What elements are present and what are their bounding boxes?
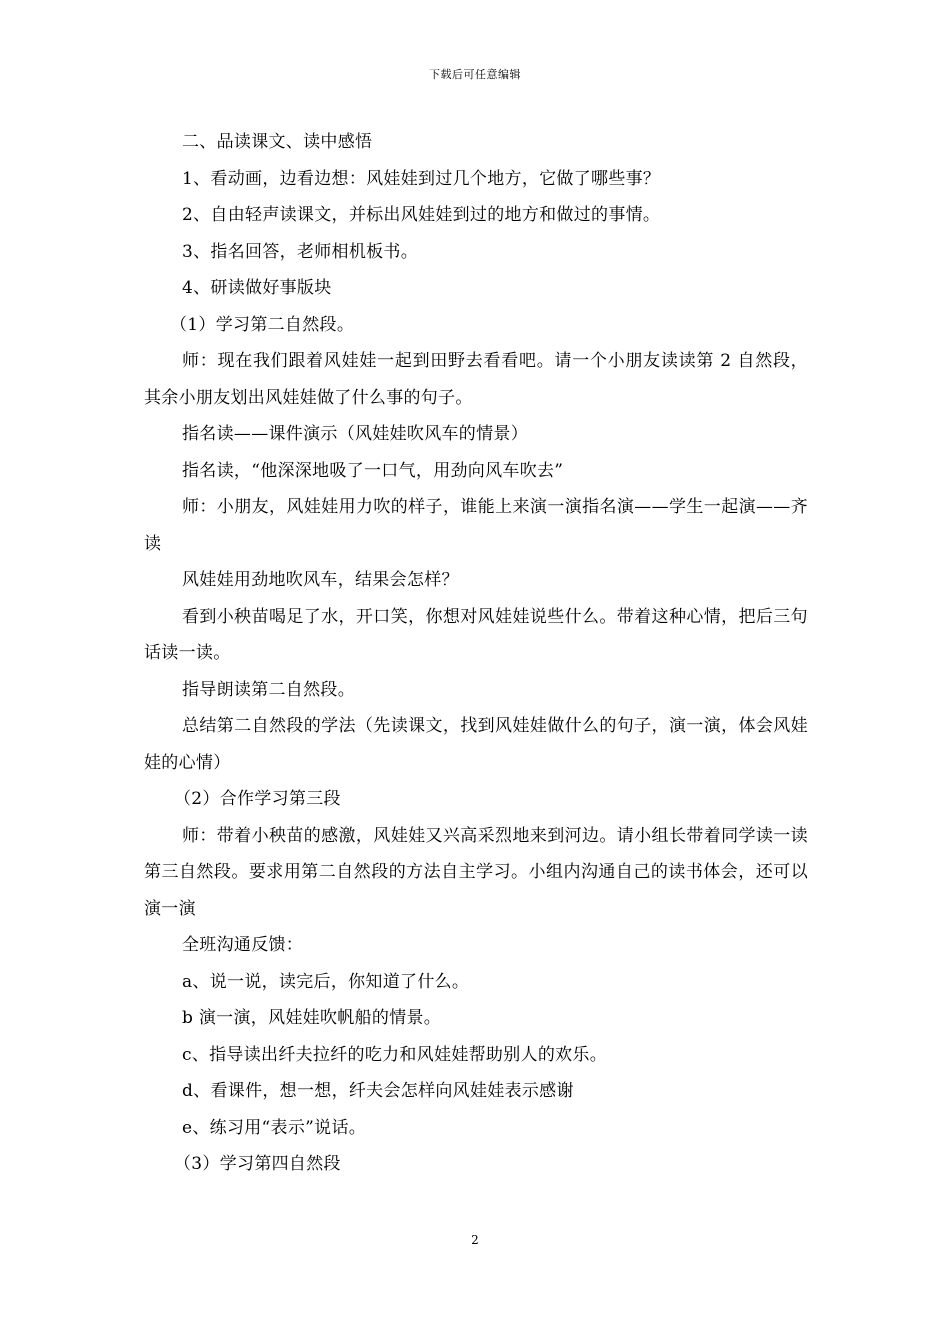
subsection-heading: （1）学习第二自然段。 <box>170 314 355 335</box>
paragraph: 看到小秧苗喝足了水，开口笑，你想对风娃娃说些什么。带着这种心情，把后三句话读一读。 <box>144 606 808 663</box>
paragraph: 4、研读做好事版块 <box>182 278 332 298</box>
list-item: b 演一演，风娃娃吹帆船的情景。 <box>182 1008 442 1028</box>
paragraph: 指导朗读第二自然段。 <box>182 679 355 700</box>
paragraph: 风娃娃用劲地吹风车，结果会怎样？ <box>182 570 459 590</box>
list-item: a、说一说，读完后，你知道了什么。 <box>182 971 470 992</box>
paragraph: 师：现在我们跟着风娃娃一起到田野去看看吧。请一个小朋友读读第 2 自然段，其余小朋友划出风娃娃做了什么事的句子。 <box>144 351 808 408</box>
paragraph: 1、看动画，边看边想：风娃娃到过几个地方，它做了哪些事？ <box>182 168 661 189</box>
subsection-heading: （2）合作学习第三段 <box>174 789 341 809</box>
paragraph: 2、自由轻声读课文，并标出风娃娃到过的地方和做过的事情。 <box>182 205 661 225</box>
paragraph: 3、指名回答，老师相机板书。 <box>182 241 419 262</box>
document-body <box>144 124 808 1183</box>
paragraph: 师：带着小秧苗的感激，风娃娃又兴高采烈地来到河边。请小组长带着同学读一读第三自然段。要求用第二自然段的方法自主学习。小组内沟通自己的读书体会，还可以演一演 <box>144 825 808 919</box>
section-heading: 二、品读课文、读中感悟 <box>182 132 373 152</box>
list-item: e、练习用“表示”说话。 <box>182 1117 367 1138</box>
paragraph: 全班沟通反馈： <box>182 935 304 955</box>
paragraph: 指名读——课件演示（风娃娃吹风车的情景） <box>182 424 528 444</box>
paragraph: 指名读，“他深深地吸了一口气，用劲向风车吹去” <box>182 460 564 481</box>
paragraph: 总结第二自然段的学法（先读课文，找到风娃娃做什么的句子，演一演，体会风娃娃的心情） <box>144 716 808 773</box>
list-item: c、指导读出纤夫拉纤的吃力和风娃娃帮助别人的欢乐。 <box>182 1044 608 1065</box>
paragraph: 师：小朋友，风娃娃用力吹的样子，谁能上来演一演指名演——学生一起演——齐读 <box>144 497 808 554</box>
page-header-note: 下载后可任意编辑 <box>429 68 521 81</box>
list-item: d、看课件，想一想，纤夫会怎样向风娃娃表示感谢 <box>182 1081 574 1101</box>
page-number: 2 <box>471 1233 479 1247</box>
subsection-heading: （3）学习第四自然段 <box>174 1154 341 1174</box>
